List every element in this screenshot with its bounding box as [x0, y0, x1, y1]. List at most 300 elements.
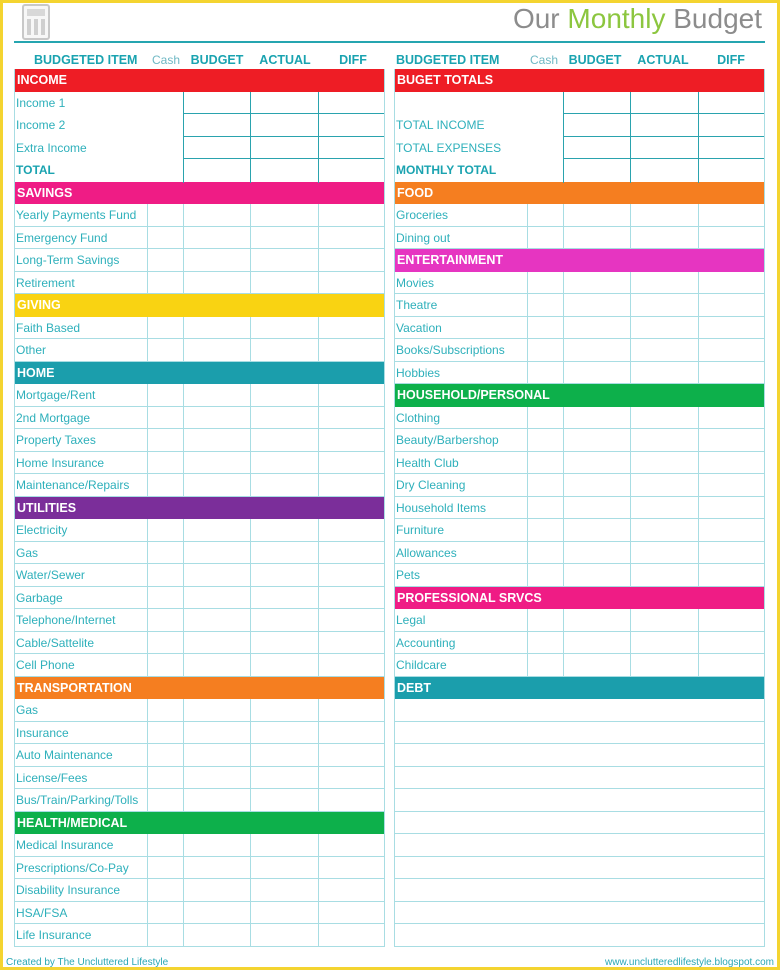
entry-cell[interactable] [630, 452, 631, 475]
entry-cell[interactable] [250, 902, 251, 925]
budget-row[interactable] [14, 92, 385, 115]
entry-cell[interactable] [563, 317, 564, 340]
entry-cell[interactable] [147, 587, 148, 610]
entry-cell[interactable] [183, 857, 184, 880]
entry-cell[interactable] [183, 519, 184, 542]
entry-cell[interactable] [250, 339, 251, 362]
entry-cell[interactable] [630, 339, 631, 362]
entry-cell[interactable] [563, 497, 564, 520]
entry-cell[interactable] [318, 429, 319, 452]
entry-cell[interactable] [318, 879, 319, 902]
budget-row[interactable] [14, 474, 385, 497]
entry-cell[interactable] [250, 249, 251, 272]
budget-row[interactable] [14, 452, 385, 475]
entry-cell[interactable] [318, 744, 319, 767]
budget-row[interactable] [14, 834, 385, 857]
entry-cell[interactable] [183, 924, 184, 947]
entry-cell[interactable] [563, 272, 564, 295]
row-label: Medical Insurance [16, 838, 114, 852]
entry-cell[interactable] [318, 902, 319, 925]
budget-row[interactable] [14, 632, 385, 655]
entry-cell[interactable] [563, 137, 564, 161]
budget-row[interactable] [394, 767, 765, 790]
budget-row[interactable] [394, 452, 765, 475]
entry-cell[interactable] [563, 609, 564, 632]
entry-cell[interactable] [250, 429, 251, 452]
entry-cell[interactable] [250, 204, 251, 227]
entry-cell[interactable] [630, 227, 631, 250]
budget-row[interactable] [14, 339, 385, 362]
entry-cell[interactable] [563, 407, 564, 430]
entry-cell[interactable] [250, 767, 251, 790]
entry-cell[interactable] [698, 92, 699, 116]
entry-cell[interactable] [147, 542, 148, 565]
entry-cell[interactable] [250, 789, 251, 812]
entry-cell[interactable] [630, 294, 631, 317]
entry-cell[interactable] [563, 227, 564, 250]
budget-row[interactable] [394, 204, 765, 227]
entry-cell[interactable] [147, 407, 148, 430]
entry-cell[interactable] [698, 519, 699, 542]
budget-row[interactable] [14, 902, 385, 925]
entry-cell[interactable] [250, 564, 251, 587]
entry-cell[interactable] [183, 767, 184, 790]
entry-cell[interactable] [563, 429, 564, 452]
entry-cell[interactable] [250, 609, 251, 632]
entry-cell[interactable] [698, 564, 699, 587]
entry-cell[interactable] [183, 879, 184, 902]
entry-cell[interactable] [698, 339, 699, 362]
budget-row[interactable] [14, 587, 385, 610]
entry-cell[interactable] [183, 587, 184, 610]
panel-edge [394, 69, 395, 947]
entry-cell[interactable] [183, 227, 184, 250]
budget-row[interactable] [394, 654, 765, 677]
col-actual: ACTUAL [637, 53, 689, 67]
entry-cell[interactable] [250, 587, 251, 610]
entry-cell[interactable] [250, 137, 251, 161]
budget-row[interactable] [14, 654, 385, 677]
entry-cell[interactable] [527, 317, 528, 340]
entry-cell[interactable] [183, 429, 184, 452]
budget-row[interactable] [14, 407, 385, 430]
entry-cell[interactable] [527, 339, 528, 362]
entry-cell[interactable] [527, 227, 528, 250]
budget-row[interactable] [394, 834, 765, 857]
entry-cell[interactable] [698, 542, 699, 565]
entry-cell[interactable] [183, 474, 184, 497]
budget-row[interactable] [14, 137, 385, 160]
row-label: Extra Income [16, 140, 87, 155]
entry-cell[interactable] [147, 834, 148, 857]
entry-cell[interactable] [250, 924, 251, 947]
entry-cell[interactable] [147, 204, 148, 227]
entry-cell[interactable] [630, 362, 631, 385]
row-label: Allowances [396, 545, 457, 560]
budget-row[interactable] [394, 294, 765, 317]
entry-cell[interactable] [527, 654, 528, 677]
total-cell[interactable] [630, 159, 631, 183]
row-label: Garbage [16, 590, 63, 605]
entry-cell[interactable] [563, 632, 564, 655]
budget-row[interactable] [14, 249, 385, 272]
section-header-home: HOME [14, 362, 385, 385]
entry-cell[interactable] [318, 722, 319, 745]
entry-cell[interactable] [183, 272, 184, 295]
entry-cell[interactable] [698, 114, 699, 138]
entry-cell[interactable] [563, 294, 564, 317]
budget-row[interactable] [14, 272, 385, 295]
budget-row[interactable] [394, 137, 765, 160]
footer-url: www.unclutteredlifestyle.blogspot.com [605, 957, 774, 968]
entry-cell[interactable] [147, 272, 148, 295]
entry-cell[interactable] [630, 137, 631, 161]
entry-cell[interactable] [698, 204, 699, 227]
entry-cell[interactable] [527, 542, 528, 565]
row-label: Telephone/Internet [16, 613, 116, 627]
budget-row[interactable] [394, 272, 765, 295]
entry-cell[interactable] [318, 767, 319, 790]
entry-cell[interactable] [183, 407, 184, 430]
row-label: Dining out [396, 230, 451, 245]
entry-cell[interactable] [698, 362, 699, 385]
entry-cell[interactable] [318, 272, 319, 295]
budget-row[interactable] [394, 564, 765, 587]
entry-cell[interactable] [250, 384, 251, 407]
entry-cell[interactable] [563, 362, 564, 385]
budget-row[interactable] [14, 317, 385, 340]
budget-row[interactable] [14, 384, 385, 407]
row-label: Health Club [396, 455, 459, 470]
entry-cell[interactable] [318, 339, 319, 362]
entry-cell[interactable] [250, 317, 251, 340]
col-cash: Cash [151, 53, 180, 67]
entry-cell[interactable] [698, 609, 699, 632]
entry-cell[interactable] [183, 204, 184, 227]
entry-cell[interactable] [250, 114, 251, 138]
entry-cell[interactable] [147, 632, 148, 655]
entry-cell[interactable] [318, 249, 319, 272]
budget-row[interactable] [14, 924, 385, 947]
budget-row[interactable] [14, 429, 385, 452]
budget-row[interactable] [14, 699, 385, 722]
entry-cell[interactable] [147, 789, 148, 812]
entry-cell[interactable] [318, 384, 319, 407]
entry-cell[interactable] [318, 632, 319, 655]
entry-cell[interactable] [318, 452, 319, 475]
entry-cell[interactable] [250, 879, 251, 902]
budget-row[interactable] [394, 632, 765, 655]
entry-cell[interactable] [563, 542, 564, 565]
entry-cell[interactable] [318, 92, 319, 116]
budget-row[interactable] [394, 857, 765, 880]
entry-cell[interactable] [250, 227, 251, 250]
entry-cell[interactable] [563, 474, 564, 497]
entry-cell[interactable] [527, 362, 528, 385]
entry-cell[interactable] [563, 339, 564, 362]
entry-cell[interactable] [630, 429, 631, 452]
entry-cell[interactable] [698, 272, 699, 295]
entry-cell[interactable] [183, 317, 184, 340]
entry-cell[interactable] [318, 542, 319, 565]
entry-cell[interactable] [630, 114, 631, 138]
budget-row[interactable] [14, 114, 385, 137]
entry-cell[interactable] [147, 519, 148, 542]
row-label: Bus/Train/Parking/Tolls [16, 793, 139, 807]
budget-row[interactable] [14, 789, 385, 812]
entry-cell[interactable] [183, 609, 184, 632]
entry-cell[interactable] [698, 654, 699, 677]
entry-cell[interactable] [250, 272, 251, 295]
budget-row[interactable] [394, 744, 765, 767]
entry-cell[interactable] [318, 114, 319, 138]
entry-cell[interactable] [630, 542, 631, 565]
entry-cell[interactable] [527, 294, 528, 317]
entry-cell[interactable] [527, 452, 528, 475]
entry-cell[interactable] [527, 204, 528, 227]
entry-cell[interactable] [183, 654, 184, 677]
entry-cell[interactable] [250, 857, 251, 880]
title-divider [14, 41, 765, 43]
row-label: Auto Maintenance [16, 748, 113, 762]
entry-cell[interactable] [527, 272, 528, 295]
entry-cell[interactable] [630, 564, 631, 587]
entry-cell[interactable] [250, 407, 251, 430]
entry-cell[interactable] [147, 744, 148, 767]
row-label: Legal [396, 613, 426, 627]
entry-cell[interactable] [183, 542, 184, 565]
entry-cell[interactable] [318, 924, 319, 947]
entry-cell[interactable] [250, 519, 251, 542]
entry-cell[interactable] [698, 632, 699, 655]
entry-cell[interactable] [698, 317, 699, 340]
entry-cell[interactable] [630, 204, 631, 227]
entry-cell[interactable] [147, 767, 148, 790]
budget-row[interactable] [14, 227, 385, 250]
entry-cell[interactable] [183, 452, 184, 475]
entry-cell[interactable] [630, 654, 631, 677]
row-label: Income 2 [16, 118, 66, 132]
total-cell[interactable] [563, 159, 564, 183]
entry-cell[interactable] [563, 564, 564, 587]
entry-cell[interactable] [318, 654, 319, 677]
entry-cell[interactable] [250, 632, 251, 655]
budget-row[interactable] [394, 497, 765, 520]
entry-cell[interactable] [183, 902, 184, 925]
entry-cell[interactable] [563, 204, 564, 227]
entry-cell[interactable] [318, 474, 319, 497]
total-cell[interactable] [698, 159, 699, 183]
budget-row[interactable] [394, 227, 765, 250]
entry-cell[interactable] [318, 834, 319, 857]
section-header-food: FOOD [394, 182, 765, 205]
entry-cell[interactable] [147, 317, 148, 340]
entry-cell[interactable] [318, 204, 319, 227]
entry-cell[interactable] [183, 699, 184, 722]
entry-cell[interactable] [630, 497, 631, 520]
entry-cell[interactable] [698, 227, 699, 250]
entry-cell[interactable] [250, 92, 251, 116]
entry-cell[interactable] [183, 339, 184, 362]
budget-row[interactable] [14, 857, 385, 880]
entry-cell[interactable] [147, 699, 148, 722]
entry-cell[interactable] [527, 519, 528, 542]
budget-row[interactable] [394, 339, 765, 362]
budget-row[interactable] [394, 114, 765, 137]
entry-cell[interactable] [147, 564, 148, 587]
col-budgeted-item: BUDGETED ITEM [396, 53, 500, 67]
entry-cell[interactable] [147, 924, 148, 947]
entry-cell[interactable] [147, 474, 148, 497]
entry-cell[interactable] [250, 722, 251, 745]
entry-cell[interactable] [318, 789, 319, 812]
entry-cell[interactable] [147, 384, 148, 407]
entry-cell[interactable] [250, 542, 251, 565]
entry-cell[interactable] [527, 407, 528, 430]
budget-row[interactable] [394, 542, 765, 565]
row-label: HSA/FSA [16, 905, 68, 920]
entry-cell[interactable] [147, 902, 148, 925]
budget-row[interactable] [14, 744, 385, 767]
entry-cell[interactable] [527, 474, 528, 497]
budget-row[interactable] [394, 407, 765, 430]
row-label: Pets [396, 568, 421, 582]
panel-edge [14, 69, 15, 947]
column-headers-left [14, 51, 385, 69]
entry-cell[interactable] [318, 317, 319, 340]
entry-cell[interactable] [698, 429, 699, 452]
entry-cell[interactable] [250, 699, 251, 722]
budget-row[interactable] [394, 519, 765, 542]
entry-cell[interactable] [698, 497, 699, 520]
entry-cell[interactable] [147, 654, 148, 677]
entry-cell[interactable] [318, 137, 319, 161]
total-cell[interactable] [183, 159, 184, 183]
budget-row[interactable] [14, 879, 385, 902]
budget-row[interactable] [394, 429, 765, 452]
entry-cell[interactable] [563, 519, 564, 542]
budget-row[interactable] [14, 542, 385, 565]
budget-row[interactable] [394, 362, 765, 385]
entry-cell[interactable] [318, 564, 319, 587]
entry-cell[interactable] [527, 429, 528, 452]
entry-cell[interactable] [563, 92, 564, 116]
budget-row[interactable] [14, 564, 385, 587]
entry-cell[interactable] [630, 272, 631, 295]
entry-cell[interactable] [250, 452, 251, 475]
entry-cell[interactable] [318, 227, 319, 250]
entry-cell[interactable] [147, 609, 148, 632]
entry-cell[interactable] [183, 249, 184, 272]
entry-cell[interactable] [318, 609, 319, 632]
entry-cell[interactable] [183, 722, 184, 745]
entry-cell[interactable] [183, 92, 184, 116]
entry-cell[interactable] [318, 699, 319, 722]
entry-cell[interactable] [318, 857, 319, 880]
total-cell[interactable] [250, 159, 251, 183]
budget-row[interactable] [394, 812, 765, 835]
entry-cell[interactable] [318, 587, 319, 610]
budget-row[interactable] [394, 699, 765, 722]
entry-cell[interactable] [147, 452, 148, 475]
budget-row[interactable] [394, 879, 765, 902]
budget-row[interactable] [394, 722, 765, 745]
entry-cell[interactable] [698, 452, 699, 475]
entry-cell[interactable] [147, 879, 148, 902]
row-label: Groceries [396, 208, 449, 222]
total-cell[interactable] [318, 159, 319, 183]
budget-row[interactable] [394, 924, 765, 947]
budget-row[interactable] [394, 789, 765, 812]
entry-cell[interactable] [147, 722, 148, 745]
entry-cell[interactable] [147, 429, 148, 452]
entry-cell[interactable] [147, 249, 148, 272]
budget-row[interactable] [394, 474, 765, 497]
entry-cell[interactable] [527, 632, 528, 655]
budget-row[interactable] [14, 767, 385, 790]
entry-cell[interactable] [630, 317, 631, 340]
entry-cell[interactable] [147, 857, 148, 880]
entry-cell[interactable] [183, 384, 184, 407]
entry-cell[interactable] [318, 519, 319, 542]
entry-cell[interactable] [527, 497, 528, 520]
entry-cell[interactable] [147, 227, 148, 250]
entry-cell[interactable] [630, 474, 631, 497]
entry-cell[interactable] [630, 407, 631, 430]
entry-cell[interactable] [630, 519, 631, 542]
entry-cell[interactable] [183, 564, 184, 587]
budget-row[interactable] [394, 92, 765, 115]
entry-cell[interactable] [698, 137, 699, 161]
row-label: Cell Phone [16, 658, 75, 672]
entry-cell[interactable] [183, 137, 184, 161]
entry-cell[interactable] [630, 632, 631, 655]
entry-cell[interactable] [250, 744, 251, 767]
budget-row[interactable] [14, 609, 385, 632]
entry-cell[interactable] [698, 474, 699, 497]
entry-cell[interactable] [183, 789, 184, 812]
budget-row[interactable] [14, 722, 385, 745]
entry-cell[interactable] [630, 609, 631, 632]
budget-row[interactable] [14, 519, 385, 542]
entry-cell[interactable] [527, 609, 528, 632]
page-title: Our Monthly Budget [512, 3, 762, 34]
entry-cell[interactable] [183, 114, 184, 138]
budget-row[interactable] [14, 204, 385, 227]
entry-cell[interactable] [563, 654, 564, 677]
entry-cell[interactable] [183, 632, 184, 655]
entry-cell[interactable] [563, 114, 564, 138]
entry-cell[interactable] [183, 744, 184, 767]
budget-row[interactable] [394, 609, 765, 632]
row-label: Water/Sewer [16, 568, 85, 582]
entry-cell[interactable] [527, 564, 528, 587]
entry-cell[interactable] [698, 294, 699, 317]
entry-cell[interactable] [250, 834, 251, 857]
entry-cell[interactable] [250, 654, 251, 677]
entry-cell[interactable] [250, 474, 251, 497]
budget-row[interactable] [394, 902, 765, 925]
row-label: Home Insurance [16, 455, 105, 470]
entry-cell[interactable] [630, 92, 631, 116]
entry-cell[interactable] [563, 452, 564, 475]
budget-row[interactable] [394, 317, 765, 340]
entry-cell[interactable] [318, 407, 319, 430]
entry-cell[interactable] [698, 407, 699, 430]
entry-cell[interactable] [147, 339, 148, 362]
entry-cell[interactable] [183, 834, 184, 857]
right-budget-panel [394, 69, 765, 947]
